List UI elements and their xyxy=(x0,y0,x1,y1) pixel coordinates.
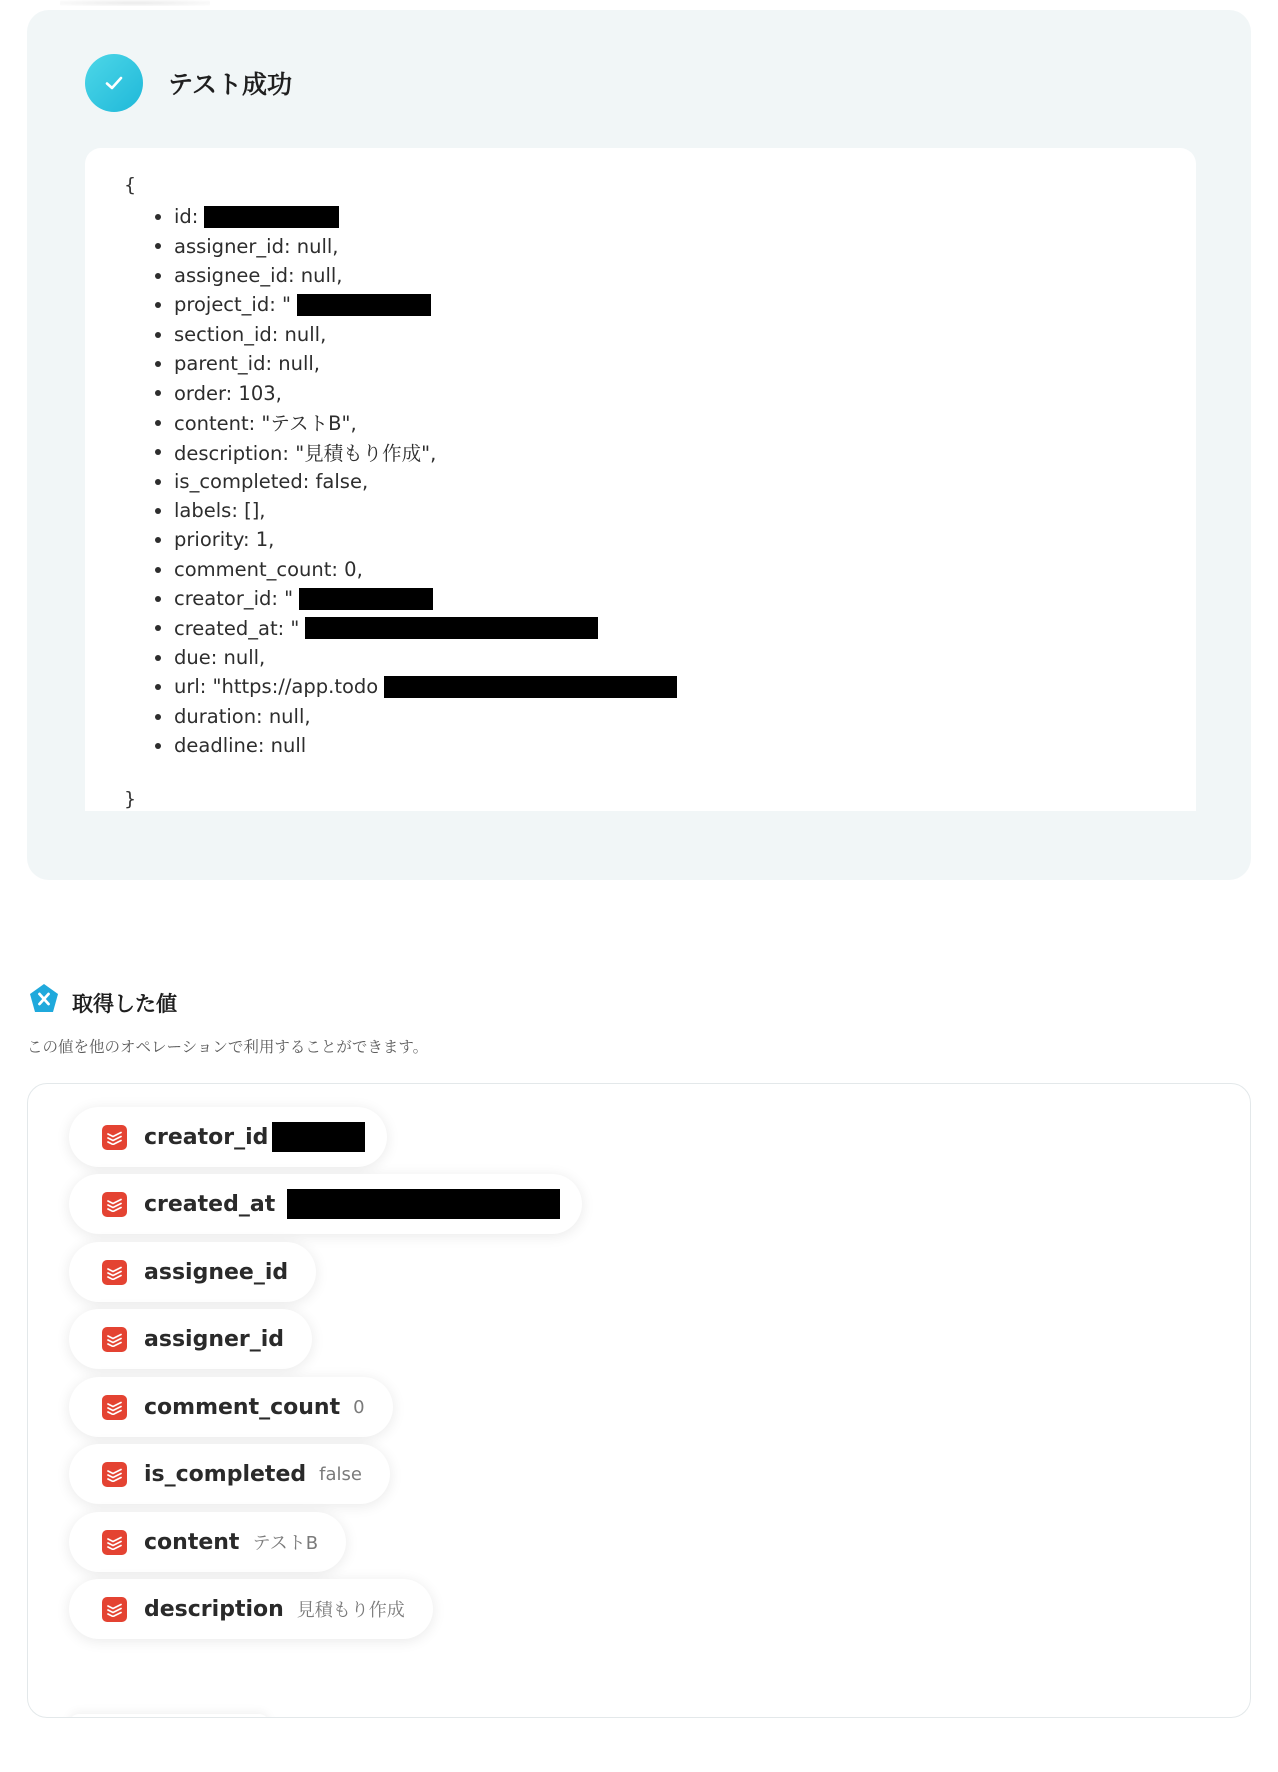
value-key: creator_id xyxy=(144,1124,269,1150)
todoist-icon xyxy=(102,1260,127,1285)
json-brace-open: { xyxy=(124,174,137,196)
json-line-text: due: null, xyxy=(174,646,266,670)
json-line xyxy=(155,231,677,260)
test-result-panel xyxy=(27,10,1251,880)
json-brace-close: } xyxy=(124,788,137,810)
top-shadow xyxy=(60,0,210,6)
todoist-icon xyxy=(102,1192,127,1217)
json-line-text: comment_count: 0, xyxy=(174,557,363,581)
json-line xyxy=(155,643,677,672)
json-output-box xyxy=(85,148,1196,811)
value-preview: false xyxy=(319,1463,362,1485)
json-line-text: section_id: null, xyxy=(174,322,327,346)
json-line xyxy=(155,467,677,496)
acquired-values-description: この値を他のオペレーションで利用することができます。 xyxy=(27,1038,429,1056)
json-line-text: created_at: " xyxy=(174,616,300,640)
json-line xyxy=(155,437,677,466)
value-preview: テストB xyxy=(252,1533,319,1554)
json-line xyxy=(155,731,677,760)
todoist-icon xyxy=(102,1125,127,1150)
todoist-icon xyxy=(102,1462,127,1487)
redaction-bar xyxy=(297,294,431,316)
json-line-text: creator_id: " xyxy=(174,587,294,611)
json-line xyxy=(155,702,677,731)
json-line xyxy=(155,584,677,613)
acquired-values-panel xyxy=(27,1083,1251,1718)
json-line-text: project_id: " xyxy=(174,293,291,317)
json-line xyxy=(155,613,677,642)
json-line-text: parent_id: null, xyxy=(174,352,320,376)
json-line-text: labels: [], xyxy=(174,499,266,523)
json-field-list xyxy=(155,202,677,760)
redaction-bar xyxy=(305,617,598,639)
json-line-text: duration: null, xyxy=(174,704,311,728)
value-key: assignee_id xyxy=(144,1259,289,1285)
todoist-icon xyxy=(102,1327,127,1352)
json-line xyxy=(155,261,677,290)
value-chip-assignee-id[interactable] xyxy=(69,1242,316,1302)
value-key: created_at xyxy=(144,1191,276,1217)
json-line xyxy=(155,320,677,349)
json-line-text: deadline: null xyxy=(174,734,307,758)
value-chip-description[interactable] xyxy=(69,1579,433,1639)
json-line-text: order: 103, xyxy=(174,381,282,405)
check-circle-icon xyxy=(85,54,143,112)
redaction-bar xyxy=(384,676,677,698)
json-line xyxy=(155,290,677,319)
json-line xyxy=(155,349,677,378)
redaction-bar xyxy=(204,206,339,228)
json-line-text: assignee_id: null, xyxy=(174,263,343,287)
json-line-text: url: "https://app.todo xyxy=(174,675,379,699)
json-line-text: id: xyxy=(174,205,199,229)
json-line xyxy=(155,378,677,407)
value-chip-comment-count[interactable] xyxy=(69,1377,393,1437)
json-line xyxy=(155,555,677,584)
value-key: assigner_id xyxy=(144,1326,285,1352)
todoist-icon xyxy=(102,1530,127,1555)
json-line-text: content: "テストB", xyxy=(174,412,357,436)
value-key: content xyxy=(144,1529,240,1555)
value-key: description xyxy=(144,1596,284,1622)
value-key: is_completed xyxy=(144,1461,307,1487)
redaction-bar xyxy=(287,1189,560,1219)
value-preview: 見積もり作成 xyxy=(296,1600,405,1621)
redaction-bar xyxy=(299,588,433,610)
json-line xyxy=(155,496,677,525)
json-line-text: is_completed: false, xyxy=(174,469,369,493)
value-chip-created-at[interactable] xyxy=(69,1174,582,1234)
test-success-title: テスト成功 xyxy=(168,70,293,99)
json-line xyxy=(155,525,677,554)
value-key: comment_count xyxy=(144,1394,341,1420)
yoom-x-icon xyxy=(27,982,61,1016)
json-line-text: description: "見積もり作成", xyxy=(174,441,437,465)
value-chip-creator-id[interactable] xyxy=(69,1107,387,1167)
json-line-text: assigner_id: null, xyxy=(174,234,339,258)
value-chip-partial[interactable] xyxy=(69,1714,269,1718)
value-chip-content[interactable] xyxy=(69,1512,346,1572)
json-line xyxy=(155,408,677,437)
json-line xyxy=(155,672,677,701)
value-preview: 0 xyxy=(353,1396,365,1418)
json-line xyxy=(155,202,677,231)
acquired-values-title: 取得した値 xyxy=(72,992,177,1016)
value-chip-assigner-id[interactable] xyxy=(69,1309,312,1369)
todoist-icon xyxy=(102,1395,127,1420)
value-chip-is-completed[interactable] xyxy=(69,1444,390,1504)
todoist-icon xyxy=(102,1597,127,1622)
redaction-bar xyxy=(272,1122,365,1152)
json-line-text: priority: 1, xyxy=(174,528,275,552)
